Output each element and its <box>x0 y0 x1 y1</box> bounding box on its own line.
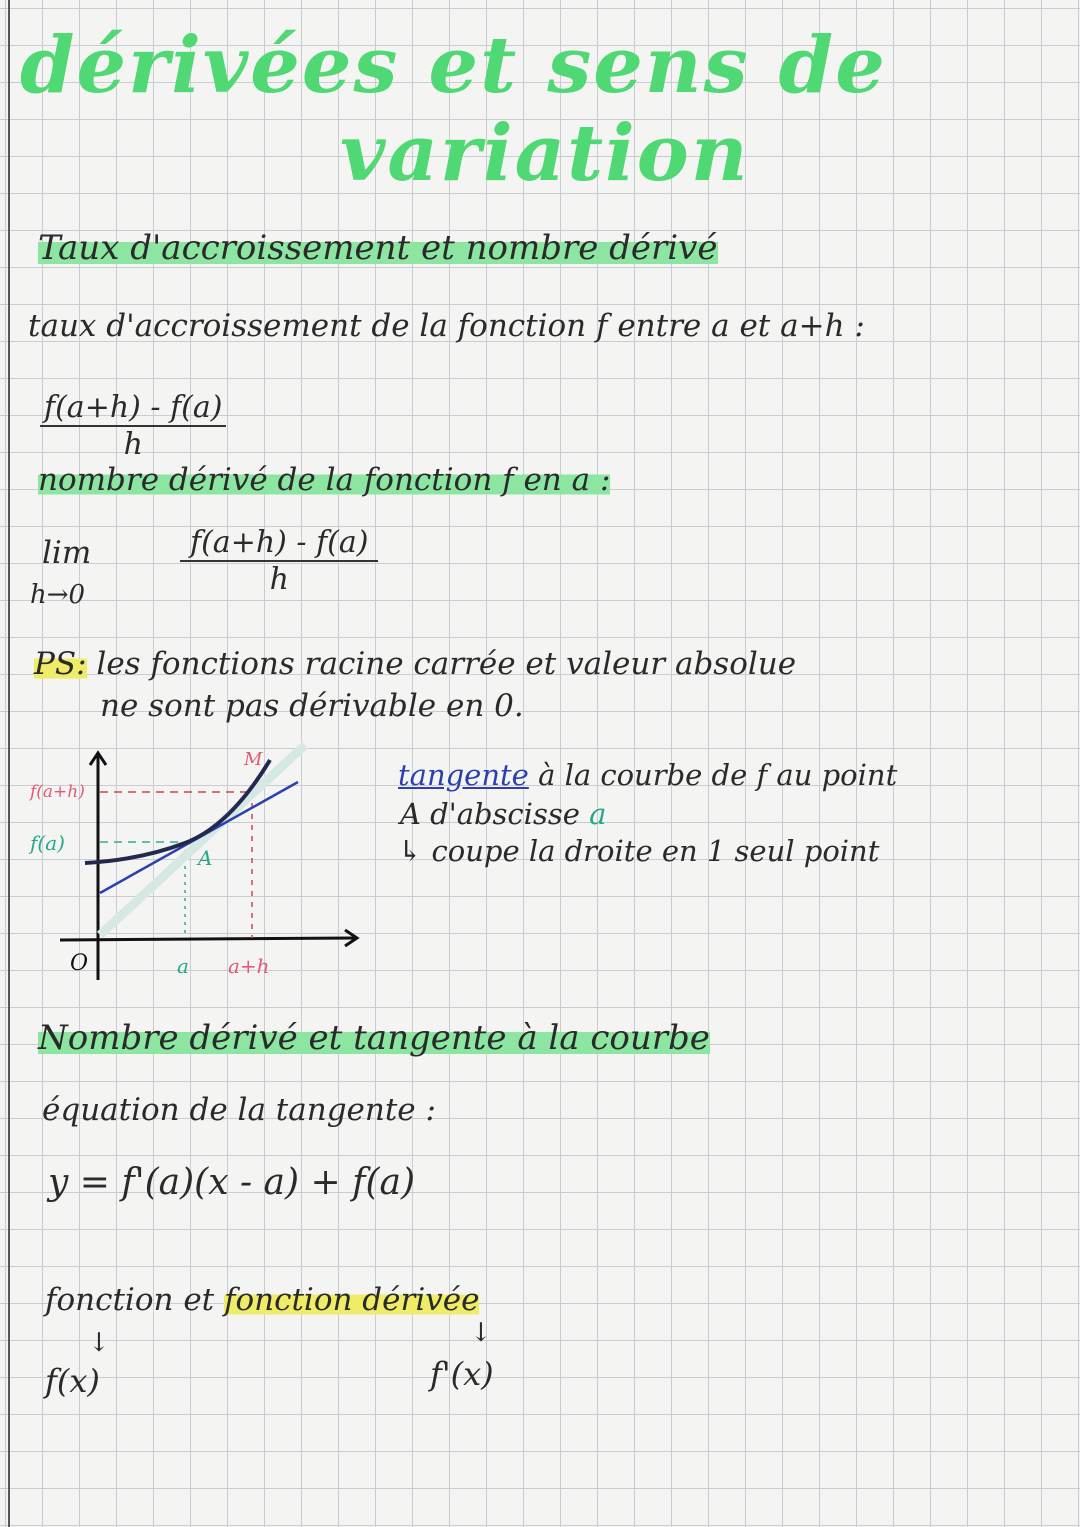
tangent-line-2: A d'abscisse <box>400 797 580 831</box>
tangent-line-3: ↳ coupe la droite en 1 seul point <box>398 834 880 868</box>
lim-subscript: h→0 <box>30 580 86 610</box>
ps-line-1: les fonctions racine carrée et valeur absolue <box>96 646 797 682</box>
arrow-right: ↓ <box>470 1318 492 1348</box>
section2-heading: Nombre dérivé et tangente à la courbe <box>38 1018 710 1058</box>
section3-heading-left: fonction et <box>45 1282 215 1318</box>
derivative-label: nombre dérivé de la fonction f en a : <box>38 462 611 498</box>
rate-denominator: h <box>123 427 143 462</box>
title-line-2: variation <box>340 108 750 199</box>
rate-fraction <box>40 390 226 462</box>
rate-numerator: f(a+h) - f(a) <box>40 390 226 427</box>
lim-denominator: h <box>269 562 289 597</box>
function-fx: f(x) <box>45 1362 100 1400</box>
x-axis <box>60 938 355 940</box>
lim-text: lim <box>42 535 92 571</box>
section3-heading-right: fonction dérivée <box>223 1282 480 1318</box>
x-label-a: a <box>177 954 189 978</box>
label-fa: f(a) <box>30 831 65 855</box>
label-fah: f(a+h) <box>30 782 85 802</box>
tangent-a: a <box>589 797 607 831</box>
tangent-graph <box>0 740 380 990</box>
point-m: M <box>244 749 263 770</box>
lim-fraction <box>180 525 378 597</box>
title-line-1: dérivées et sens de <box>20 20 887 111</box>
x-label-ah: a+h <box>228 954 270 978</box>
tangent-equation: y = f'(a)(x - a) + f(a) <box>48 1162 415 1203</box>
tangent-word: tangente <box>398 758 529 792</box>
origin-label: O <box>70 951 89 976</box>
arrow-left: ↓ <box>88 1328 110 1358</box>
equation-label: équation de la tangente : <box>42 1092 436 1128</box>
secant-line <box>100 745 305 935</box>
lim-numerator: f(a+h) - f(a) <box>180 525 378 562</box>
ps-line-2: ne sont pas dérivable en 0. <box>100 688 524 724</box>
section1-heading: Taux d'accroissement et nombre dérivé <box>38 228 718 268</box>
point-a: A <box>198 846 213 870</box>
ps-label: PS: <box>34 646 87 682</box>
curve-f <box>85 760 270 863</box>
tangent-line-1: à la courbe de f au point <box>538 758 898 792</box>
rate-label: taux d'accroissement de la fonction f entre a et a+h : <box>28 308 865 344</box>
derivative-fpx: f'(x) <box>430 1355 494 1393</box>
